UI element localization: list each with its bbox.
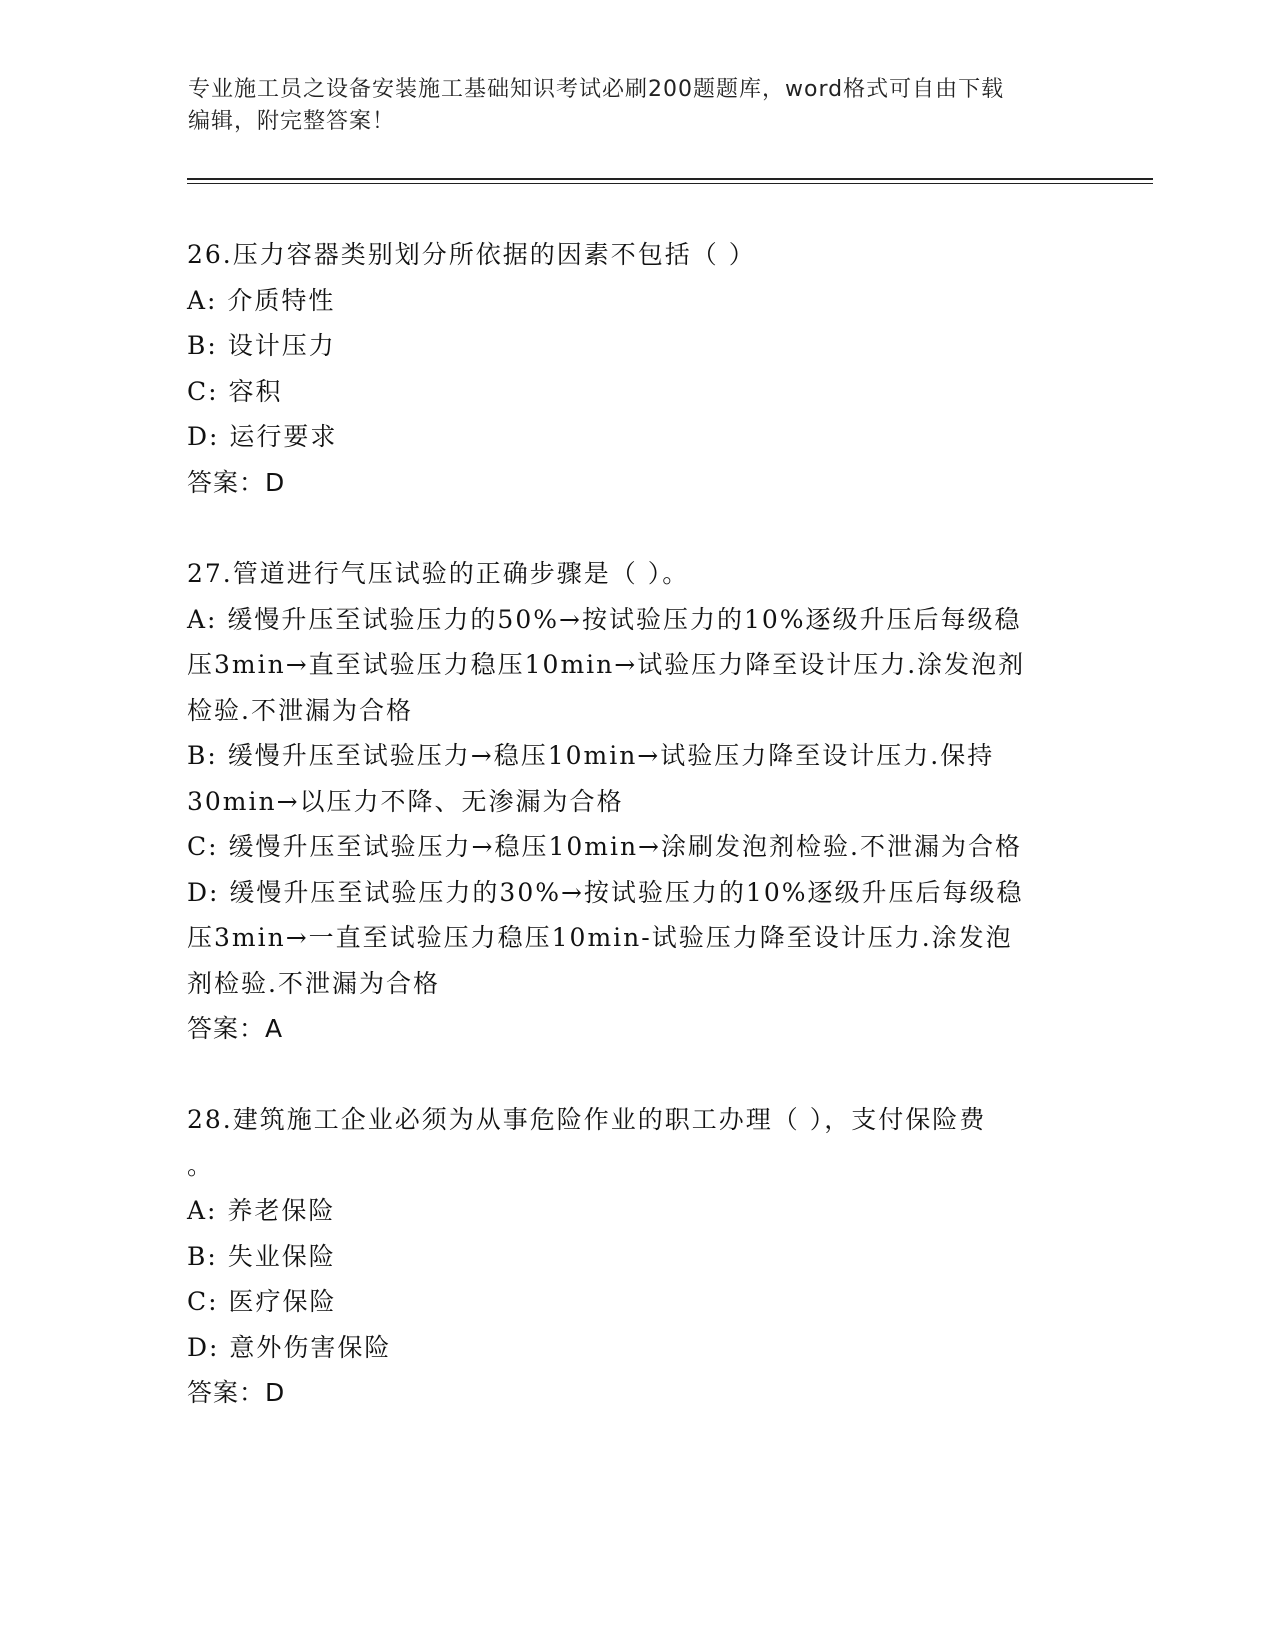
- option-b-continued: 30min→以压力不降、无渗漏为合格: [187, 786, 624, 816]
- answer: 答案：D: [187, 1378, 286, 1407]
- header-divider: [187, 183, 1153, 184]
- option-d: D: 缓慢升压至试验压力的30%→按试验压力的10%逐级升压后每级稳: [187, 877, 1024, 907]
- header-divider: [187, 178, 1153, 180]
- question-stem: 28.建筑施工企业必须为从事危险作业的职工办理（ ），支付保险费: [187, 1105, 987, 1134]
- header-line: 编辑，附完整答案！: [188, 109, 396, 134]
- question-stem: 27.管道进行气压试验的正确步骤是（ ）。: [187, 559, 690, 588]
- question-stem: 26.压力容器类别划分所依据的因素不包括（ ）: [187, 240, 756, 269]
- option-c: C: 医疗保险: [187, 1287, 337, 1316]
- option-a: A: 养老保险: [187, 1196, 336, 1225]
- header-line: 专业施工员之设备安装施工基础知识考试必刷200题题库，word格式可自由下载: [188, 77, 1005, 102]
- question-28: [187, 1097, 1087, 1416]
- option-a-continued: 压3min→直至试验压力稳压10min→试验压力降至设计压力.涂发泡剂: [187, 650, 1026, 679]
- option-d: D: 运行要求: [187, 422, 338, 451]
- option-a-continued: 检验.不泄漏为合格: [187, 695, 413, 725]
- option-c: C: 缓慢升压至试验压力→稳压10min→涂刷发泡剂检验.不泄漏为合格: [187, 832, 1022, 861]
- answer: 答案：D: [187, 467, 286, 497]
- option-d-continued: 压3min→一直至试验压力稳压10min-试验压力降至设计压力.涂发泡: [187, 923, 1013, 952]
- question-stem-continued: 。: [187, 1150, 215, 1180]
- answer: 答案：A: [187, 1014, 284, 1043]
- option-b: B: 缓慢升压至试验压力→稳压10min→试验压力降至设计压力.保持: [187, 741, 995, 770]
- option-c: C: 容积: [187, 376, 283, 406]
- document-header: [188, 74, 1068, 138]
- option-a: A: 缓慢升压至试验压力的50%→按试验压力的10%逐级升压后每级稳: [187, 604, 1022, 634]
- option-d: D: 意外伤害保险: [187, 1332, 392, 1362]
- question-27: [187, 551, 1087, 1052]
- option-b: B: 失业保险: [187, 1241, 336, 1271]
- option-a: A: 介质特性: [187, 285, 336, 315]
- option-b: B: 设计压力: [187, 331, 336, 360]
- option-d-continued: 剂检验.不泄漏为合格: [187, 968, 440, 998]
- question-26: [187, 232, 1087, 505]
